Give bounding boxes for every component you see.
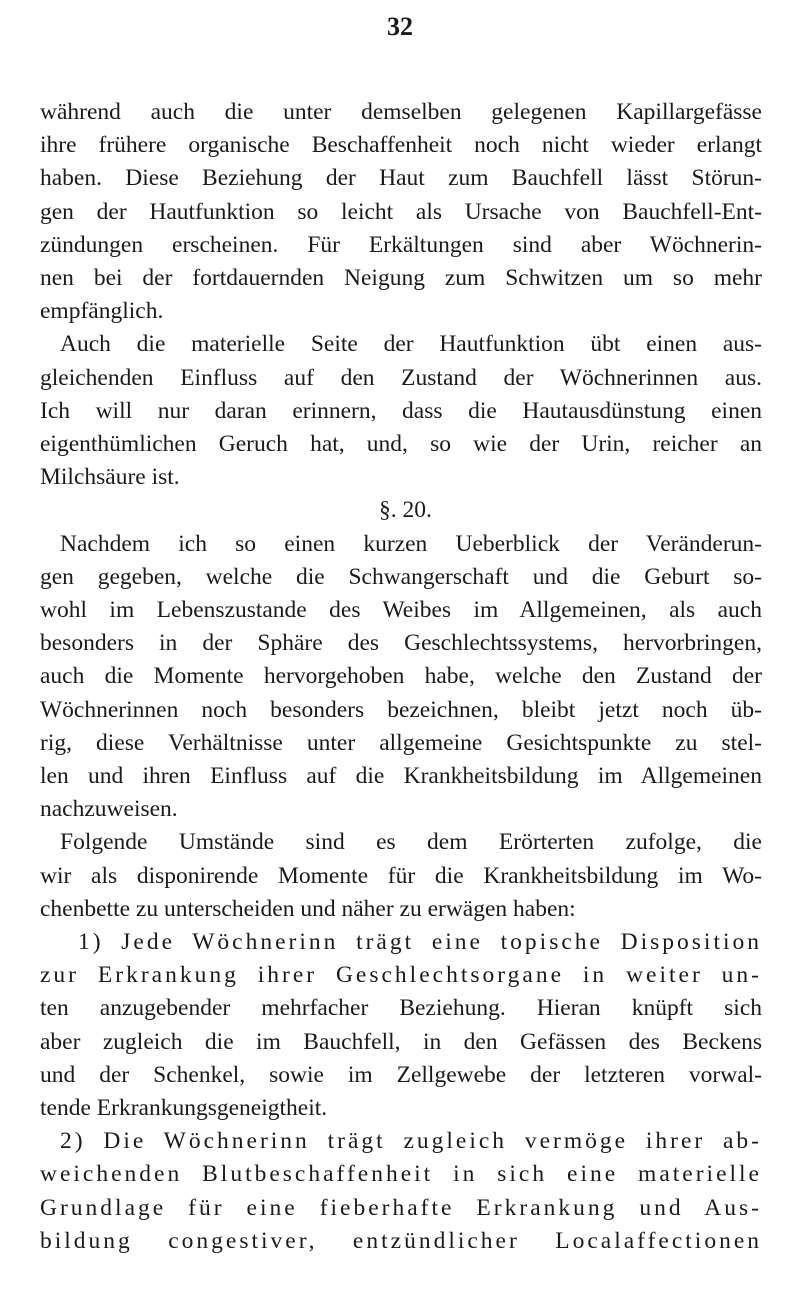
text-line: Auch die materielle Seite der Hautfunktion übt einen aus- [60,331,762,358]
text-line: zur Erkrankung ihrer Geschlechtsorgane in weiter un- [40,962,762,989]
text-line: Grundlage für eine fieberhafte Erkrankung und Aus- [40,1194,762,1221]
text-line: tende Erkrankungsgeneigtheit. [40,1095,328,1121]
text-line: Milchsäure ist. [40,464,180,491]
text-line: 1) Jede Wöchnerinn trägt eine topische Disposition [78,929,762,955]
text-line: nen bei der fortdauernden Neigung zum Schwitzen um so mehr [40,265,762,291]
text-line: haben. Diese Beziehung der Haut zum Bauchfell lässt Störun- [40,165,762,192]
text-line: rig, diese Verhältnisse unter allgemeine Gesichtspunkte zu stel- [40,729,762,756]
text-line: bildung congestiver, entzündlicher Localaffectionen [40,1227,762,1254]
text-line: und der Schenkel, sowie im Zellgewebe der letzteren vorwal- [40,1061,762,1088]
text-line: gleichenden Einfluss auf den Zustand der Wöchnerinnen aus. [40,364,762,391]
text-line: auch die Momente hervorgehoben habe, welche den Zustand der [40,663,762,690]
text-line: ihre frühere organische Beschaffenheit noch nicht wieder erlangt [40,132,762,159]
text-line: Ich will nur daran erinnern, dass die Hautausdünstung einen [40,397,762,424]
text-line: wohl im Lebenszustande des Weibes im Allgemeinen, als auch [40,597,762,623]
text-line: aber zugleich die im Bauchfell, in den Gefässen des Beckens [40,1028,762,1055]
text-line: ten anzugebender mehrfacher Beziehung. Hieran knüpft sich [40,995,762,1022]
text-line: len und ihren Einfluss auf die Krankheitsbildung im Allgemeinen [40,763,762,789]
text-line: Nachdem ich so einen kurzen Ueberblick der Veränderun- [60,530,762,557]
text-line: zündungen erscheinen. Für Erkältungen sind aber Wöchnerin- [40,231,762,258]
text-line: Wöchnerinnen noch besonders bezeichnen, bleibt jetzt noch üb- [40,696,762,723]
text-line: 2) Die Wöchnerinn trägt zugleich vermöge ihrer ab- [60,1128,762,1155]
text-line: während auch die unter demselben gelegenen Kapillargefässe [40,99,762,125]
text-line: chenbette zu unterscheiden und näher zu erwägen haben: [40,895,576,922]
text-line: wir als disponirende Momente für die Krankheitsbildung im Wo- [40,862,762,889]
text-line: weichenden Blutbeschaffenheit in sich eine materielle [40,1161,762,1188]
text-line: nachzuweisen. [40,796,178,823]
text-line: Folgende Umstände sind es dem Erörterten zufolge, die [60,829,762,856]
text-line: gen der Hautfunktion so leicht als Ursache von Bauchfell-Ent- [40,198,762,225]
page-number: 32 [387,12,413,41]
text-line: besonders in der Sphäre des Geschlechtssystems, hervorbringen, [40,630,762,657]
section-heading: §. 20. [379,497,432,524]
text-line: eigenthümlichen Geruch hat, und, so wie der Urin, reicher an [40,431,762,457]
text-line: empfänglich. [40,298,164,325]
text-line: gen gegeben, welche die Schwangerschaft und die Geburt so- [40,563,762,590]
